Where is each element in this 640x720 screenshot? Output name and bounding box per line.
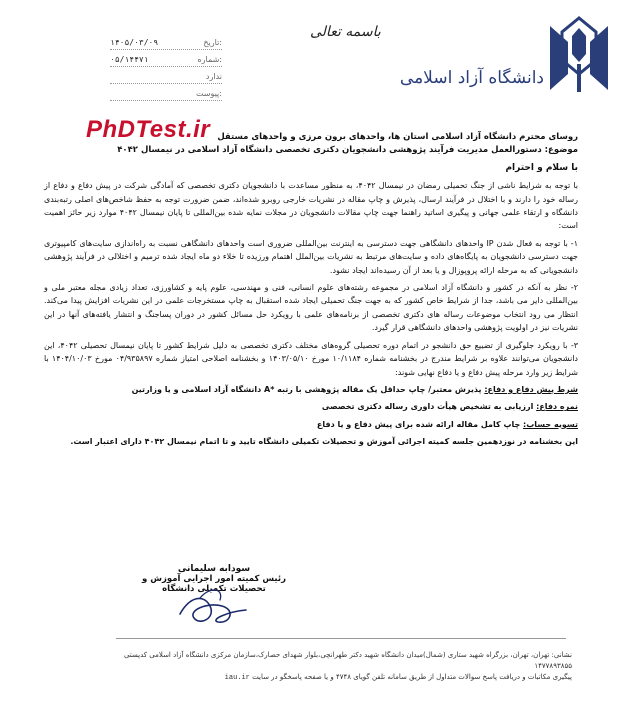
condition-grade-text: ارزیابی به تشخیص هیأت داوری رساله دکتری تخصصی [321, 402, 534, 412]
watermark: PhDTest.ir [86, 116, 211, 143]
footer-contact-text: پیگیری مکاتبات و دریافت پاسخ سوالات متداول از طریق سامانه تلفن گویای ۴۷۴۸ و یا صفحه پاسخگو در سایت [252, 673, 572, 681]
footer-address: نشانی: تهران، تهران، بزرگراه شهید ستاری (شمال)میدان دانشگاه شهید دکتر طهرانچی،بلوار شهدای حصارک،سازمان مرکزی دانشگاه آزاد اسلامی کدپستی ۱۴۷۷۸۹۳۸۵۵ [123, 651, 572, 670]
meta-attachment [110, 87, 222, 101]
signatory-name: سودابه سلیمانی [177, 564, 251, 574]
meta-attachment-label: پیوست: [195, 89, 222, 98]
condition-settlement-text: چاپ کامل مقاله ارائه شده برای پیش دفاع و یا دفاع [316, 419, 521, 429]
condition-grade [44, 400, 578, 413]
item-3: ۳- با رویکرد جلوگیری از تضییع حق دانشجو در اتمام دوره تحصیلی گروه‌های مختلف دکتری تخصصی به دلیل شرایط کشور تا پایان نیمسال تحصیلی ۴۰۴۲، این دانشجویان می‌توانند علاوه بر شرایط مندرج در بخشنامه شماره ۱۰/۱۱۸۴ مورخ ۱۴۰۳/۰۵/۱۰ و بخشنامه اصلاحی امتیاز شماره ۰۴/۹۳۵۸۹۷ مورخ ۱۴۰۴/۱۰/۰۳ با شرایط زیر وارد مرحله پیش دفاع و یا دفاع نهایی شوند: [44, 340, 579, 377]
university-emblem-icon [548, 14, 610, 96]
condition-defense [44, 383, 578, 396]
meta-date [110, 36, 222, 50]
condition-defense-label: شرط پیش دفاع و دفاع: [484, 384, 578, 394]
condition-settlement [44, 418, 578, 431]
footer-contact [110, 672, 572, 684]
meta-number-label: شماره: [197, 55, 222, 64]
intro-paragraph: با توجه به شرایط ناشی از جنگ تحمیلی رمضان در نیمسال ۴۰۴۲، به منظور مساعدت با دانشجویان دکتری تخصصی که آمادگی شرکت در پیش دفاع و دفاع از رساله خود را دارند و با اختلال در فرآیند ارسال، پذیرش و چاپ مقاله در نشریات خارجی روبرو شده‌اند، ضمن ضرورت توجه به حفظ شاخص‌های اصلی رتبه‌بندی دانشگاه و ارتقاء علمی جهانی و پیگیری اساتید راهنما جهت چاپ مقالات دانشجویان در مجلات نمایه شده بین‌المللی تا پایان نیمسال ۴۰۴۲ موارد زیر حائز اهمیت است: [44, 181, 578, 231]
meta-attachment-status [110, 70, 222, 84]
condition-defense-text: پذیرش معتبر/ چاپ حداقل یک مقاله پژوهشی با رتبه *A دانشگاه آزاد اسلامی و یا وزارتین [131, 384, 482, 394]
footer-divider [116, 638, 566, 639]
footer-website-link[interactable]: iau.ir [224, 674, 250, 682]
meta-number-value: ۰۵/۱۴۴۷۱ [110, 55, 149, 64]
item-1: ۱- با توجه به فعال شدن IP واحدهای دانشگاهی جهت دسترسی به اینترنت بین‌المللی ضروری است واحدهای دانشگاهی نسبت به راه‌اندازی سایت‌های کامپیوتری جهت دسترسی دانشجویان به پایگاه‌های داده و سایت‌های مرتبط به نشریات بین‌الملل اهتمام ورزیده تا خلاء دو ماه ایجاد شده ترمیم و اختلالی در فرآیند پژوهشی دانشجویانی که به مرحله ارائه پروپوزال و یا بعد از آن رسیده‌اند ایجاد نشود. [44, 238, 578, 275]
condition-settlement-label: تسویه حساب: [523, 419, 578, 429]
letter-body [44, 131, 578, 453]
meta-number [110, 53, 222, 67]
university-name: دانشگاه آزاد اسلامی [399, 68, 544, 88]
letter-meta [110, 36, 222, 104]
addressee: روسای محترم دانشگاه آزاد اسلامی استان ها، واحدهای برون مرزی و واحدهای مستقل [217, 132, 578, 142]
item-2: ۲- نظر به آنکه در کشور و دانشگاه آزاد اسلامی در مجموعه رشته‌های علوم انسانی، فنی و مهندسی، علوم پایه و کشاورزی، تعداد زیادی مجله معتبر ملی و بین‌المللی دایر می باشد، جدا از شرایط خاص کشور که به جهت جنگ تحمیلی ایجاد شده استقبال به چاپ مستخرجات علمی در این نشریات افزایش پیدا می‌کند. انتظار می رود انتخاب موضوعات رساله های دکتری تخصصی از برنامه‌های علمی با رویکرد حل مسائل کشور در دوران پساجنگ و انتشار یافته‌های آنها در این نشریات نیز در اولویت پژوهشی واحدهای دانشگاهی قرار گیرد. [44, 283, 578, 333]
meta-date-label: تاریخ: [203, 38, 222, 47]
signatory-title: رئیس کمیته امور اجرایی آموزش و تحصیلات تکمیلی دانشگاه [142, 574, 286, 594]
subject: موضوع: دستورالعمل مدیریت فرآیند پژوهشی دانشجویان دکتری تخصصی دانشگاه آزاد اسلامی در نیمسال ۴۰۴۲ [117, 145, 578, 156]
salutation: با سلام و احترام [505, 162, 578, 173]
university-logo [399, 14, 610, 106]
meta-date-value: ۱۴۰۵/۰۳/۰۹ [110, 38, 159, 47]
handwritten-signature [160, 576, 270, 636]
condition-grade-label: نمره دفاع: [536, 402, 578, 412]
closing-paragraph: این بخشنامه در نوزدهمین جلسه کمیته اجرائی آموزش و تحصیلات تکمیلی دانشگاه تایید و تا اتمام نیمسال ۴۰۴۲ دارای اعتبار است. [70, 437, 578, 447]
bismillah: باسمه تعالی [310, 24, 381, 40]
letter-footer [110, 650, 572, 684]
meta-attachment-status-label: ندارد [205, 72, 222, 81]
